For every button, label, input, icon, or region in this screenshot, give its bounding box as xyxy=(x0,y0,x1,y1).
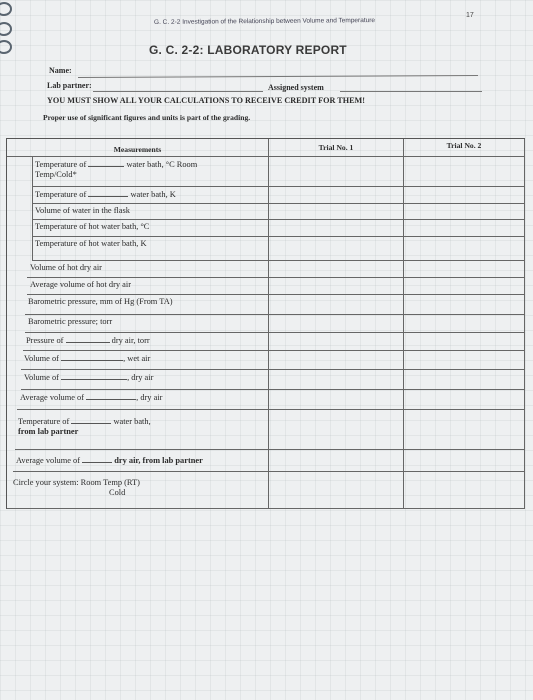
blank-line xyxy=(86,392,136,400)
measurement-row: Volume of hot dry air xyxy=(27,261,269,278)
running-title: G. C. 2-2 Investigation of the Relationship between Volume and Temperature xyxy=(153,17,376,26)
binder-ring xyxy=(0,40,12,54)
measurement-row xyxy=(32,187,269,204)
blank-line xyxy=(66,335,110,343)
row-label: Volume of xyxy=(24,373,59,382)
trial-1-cell[interactable] xyxy=(269,187,404,204)
measurement-row xyxy=(15,410,269,450)
row-label: water bath, °C Room xyxy=(126,160,198,169)
row-label: from lab partner xyxy=(18,426,79,436)
room-temp-option[interactable]: Circle your system: Room Temp (RT) xyxy=(13,478,140,487)
trial-2-cell[interactable] xyxy=(404,220,525,237)
measurement-row: Volume of water in the flask xyxy=(32,204,269,220)
page-number: 17 xyxy=(466,12,474,19)
row-label: , wet air xyxy=(123,354,151,363)
binder-ring xyxy=(0,22,12,36)
row-label: dry air, torr xyxy=(111,336,150,345)
trial-1-header: Trial No. 1 xyxy=(269,139,404,157)
measurement-row: Barometric pressure, mm of Hg (From TA) xyxy=(25,295,269,315)
measurement-row: Temperature of hot water bath, K xyxy=(32,237,269,261)
row-label: , dry air xyxy=(127,373,154,382)
row-label: Average volume of xyxy=(16,456,81,465)
measurement-row: Average volume of hot dry air xyxy=(27,278,269,295)
trial-2-cell[interactable] xyxy=(404,295,525,315)
row-label: Average volume of xyxy=(20,393,85,402)
blank-line xyxy=(82,455,112,463)
trial-2-cell[interactable] xyxy=(404,450,525,472)
grading-notice: Proper use of significant figures and units is part of the grading. xyxy=(43,113,251,122)
row-label: Temperature of xyxy=(35,160,87,169)
measurement-row xyxy=(23,333,269,351)
measurement-row xyxy=(21,351,269,370)
trial-2-cell[interactable] xyxy=(404,204,525,220)
trial-1-cell[interactable] xyxy=(269,315,404,333)
trial-2-cell[interactable] xyxy=(404,472,525,509)
cold-option[interactable]: Cold xyxy=(109,487,126,497)
measurement-row xyxy=(32,157,269,187)
blank-line xyxy=(61,353,123,361)
trial-1-cell[interactable] xyxy=(269,204,404,220)
trial-2-cell[interactable] xyxy=(404,410,525,450)
row-label: , dry air xyxy=(136,393,163,402)
trial-2-header: Trial No. 2 xyxy=(404,139,525,157)
measurement-row xyxy=(13,450,269,472)
measurement-row xyxy=(21,370,269,390)
row-label: dry air, from lab partner xyxy=(114,456,203,465)
row-label: Temp/Cold* xyxy=(35,169,77,179)
binder-ring xyxy=(0,2,12,16)
trial-1-cell[interactable] xyxy=(269,370,404,390)
row-label: water bath, K xyxy=(130,190,176,199)
measurement-row: Temperature of hot water bath, °C xyxy=(32,220,269,237)
trial-2-cell[interactable] xyxy=(404,278,525,295)
trial-1-cell[interactable] xyxy=(269,450,404,472)
assigned-system-label: Assigned system xyxy=(268,83,324,92)
trial-1-cell[interactable] xyxy=(269,261,404,278)
name-field[interactable] xyxy=(78,75,478,78)
trial-1-cell[interactable] xyxy=(269,157,404,187)
trial-1-cell[interactable] xyxy=(269,220,404,237)
measurements-header: Measurements xyxy=(7,139,269,157)
trial-2-cell[interactable] xyxy=(404,237,525,261)
blank-line xyxy=(88,189,128,197)
blank-line xyxy=(71,416,111,424)
trial-2-cell[interactable] xyxy=(404,261,525,278)
system-selection-row xyxy=(7,472,269,509)
lab-partner-label: Lab partner: xyxy=(47,81,92,90)
measurement-row xyxy=(17,390,269,410)
assigned-system-field[interactable] xyxy=(340,91,482,92)
measurement-row: Barometric pressure; torr xyxy=(25,315,269,333)
row-label: water bath, xyxy=(113,417,151,426)
blank-line xyxy=(61,372,127,380)
trial-2-cell[interactable] xyxy=(404,187,525,204)
trial-2-cell[interactable] xyxy=(404,157,525,187)
trial-1-cell[interactable] xyxy=(269,410,404,450)
row-label: Temperature of xyxy=(18,417,70,426)
trial-1-cell[interactable] xyxy=(269,351,404,370)
page-title: G. C. 2-2: LABORATORY REPORT xyxy=(149,43,347,57)
lab-partner-field[interactable] xyxy=(93,91,263,92)
trial-2-cell[interactable] xyxy=(404,390,525,410)
name-label: Name: xyxy=(49,66,72,75)
trial-2-cell[interactable] xyxy=(404,351,525,370)
table-border xyxy=(32,157,33,261)
calculations-notice: YOU MUST SHOW ALL YOUR CALCULATIONS TO RECEIVE CREDIT FOR THEM! xyxy=(47,96,366,105)
trial-1-cell[interactable] xyxy=(269,390,404,410)
trial-1-cell[interactable] xyxy=(269,237,404,261)
lab-report-table xyxy=(6,138,525,509)
trial-1-cell[interactable] xyxy=(269,278,404,295)
row-label: Pressure of xyxy=(26,336,64,345)
row-label: Volume of xyxy=(24,354,59,363)
row-label: Temperature of xyxy=(35,190,87,199)
blank-line xyxy=(88,159,124,167)
trial-1-cell[interactable] xyxy=(269,472,404,509)
trial-1-cell[interactable] xyxy=(269,333,404,351)
trial-1-cell[interactable] xyxy=(269,295,404,315)
trial-2-cell[interactable] xyxy=(404,333,525,351)
trial-2-cell[interactable] xyxy=(404,315,525,333)
trial-2-cell[interactable] xyxy=(404,370,525,390)
